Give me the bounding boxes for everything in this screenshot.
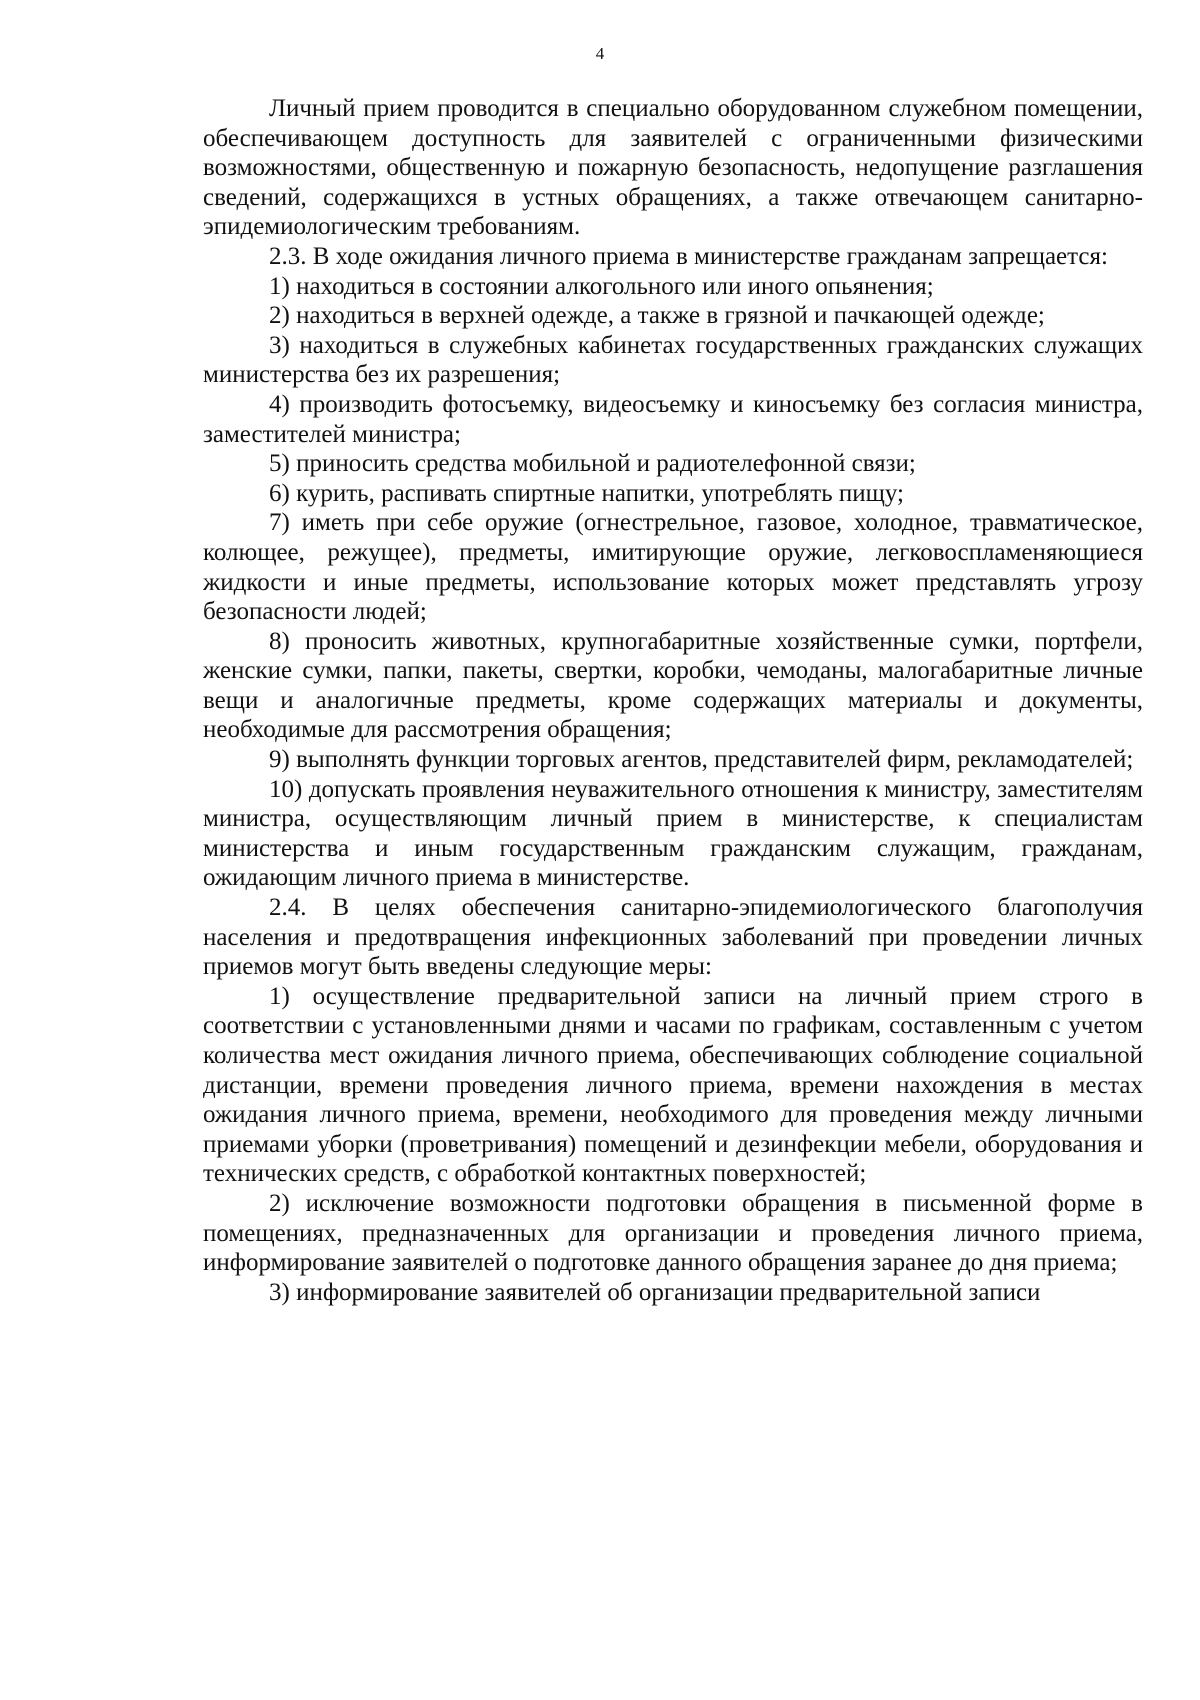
list-item-2-3-7: 7) иметь при себе оружие (огнестрельное, газовое, холодное, травматическое, колющее, режущее), предметы, имитирующие оружие, легковоспламеняющиеся жидкости и иные предметы, использование которых может представлять угрозу безопасности людей; [203,509,1143,626]
document-body [203,94,1143,1307]
list-item-2-3-3: 3) находиться в служебных кабинетах государственных гражданских служащих министерства без их разрешения; [203,331,1143,389]
paragraph-2-4-heading: 2.4. В целях обеспечения санитарно-эпидемиологического благополучия населения и предотвращения инфекционных заболеваний при проведении личных приемов могут быть введены следующие меры: [203,894,1143,981]
paragraph-intro: Личный прием проводится в специально оборудованном служебном помещении, обеспечивающем доступность для заявителей с ограниченными физическими возможностями, общественную и пожарную безопасность, недопущение разглашения сведений, содержащихся в устных обращениях, а также отвечающем санитарно-эпидемиологическим требованиям. [203,95,1143,241]
list-item-2-3-9: 9) выполнять функции торговых агентов, представителей фирм, рекламодателей; [269,746,1134,774]
list-item-2-3-5: 5) приносить средства мобильной и радиотелефонной связи; [269,450,916,478]
list-item-2-3-2: 2) находиться в верхней одежде, а также в грязной и пачкающей одежде; [269,302,1045,330]
list-item-2-4-1: 1) осуществление предварительной записи на личный прием строго в соответствии с установленными днями и часами по графикам, составленным с учетом количества мест ожидания личного приема, обеспечивающих соблюдение социальной дистанции, времени проведения личного приема, времени нахождения в местах ожидания личного приема, времени, необходимого для проведения между личными приемами уборки (проветривания) помещений и дезинфекции мебели, оборудования и технических средств, с обработкой контактных поверхностей; [203,982,1143,1188]
list-item-2-3-1: 1) находиться в состоянии алкогольного или иного опьянения; [269,272,934,300]
list-item-2-3-6: 6) курить, распивать спиртные напитки, употреблять пищу; [269,479,904,507]
page-number: 4 [595,44,605,63]
paragraph-2-3-heading: 2.3. В ходе ожидания личного приема в министерстве гражданам запрещается: [269,242,1108,270]
list-item-2-3-10: 10) допускать проявления неуважительного отношения к министру, заместителям министра, осуществляющим личный прием в министерстве, к специалистам министерства и иным государственным гражданским служащим, гражданам, ожидающим личного приема в министерстве. [203,775,1143,892]
list-item-2-3-8: 8) проносить животных, крупногабаритные хозяйственные сумки, портфели, женские сумки, папки, пакеты, свертки, коробки, чемоданы, малогабаритные личные вещи и аналогичные предметы, кроме содержащих материалы и документы, необходимые для рассмотрения обращения; [203,627,1143,744]
list-item-2-3-4: 4) производить фотосъемку, видеосъемку и киносъемку без согласия министра, заместителей министра; [203,390,1143,448]
list-item-2-4-3: 3) информирование заявителей об организации предварительной записи [269,1278,1041,1306]
list-item-2-4-2: 2) исключение возможности подготовки обращения в письменной форме в помещениях, предназначенных для организации и проведения личного приема, информирование заявителей о подготовке данного обращения заранее до дня приема; [203,1189,1143,1277]
